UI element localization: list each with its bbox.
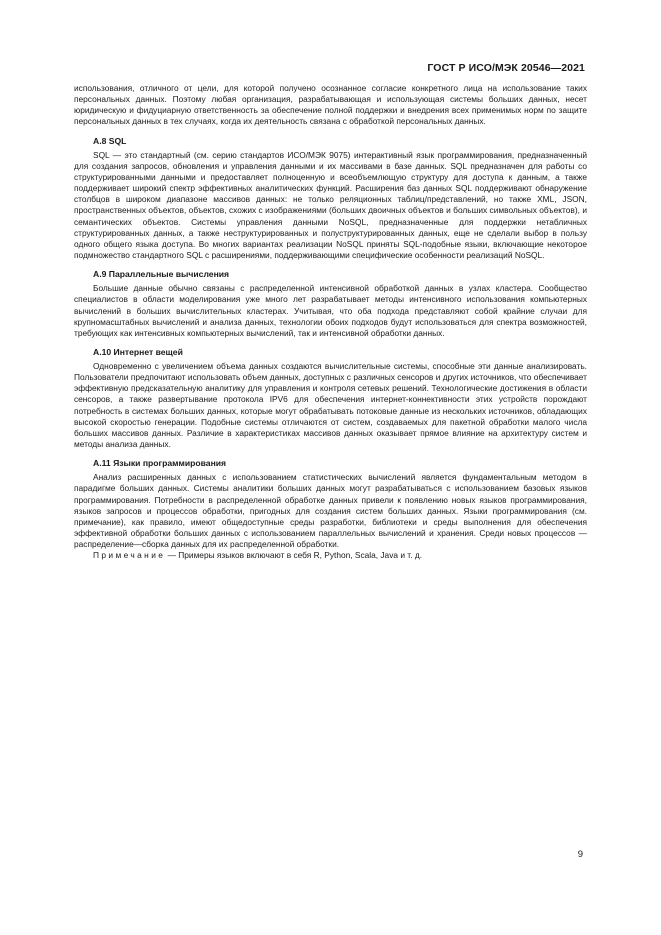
intro-paragraph: использования, отличного от цели, для которой получено осознанное согласие конкретного лица на использование таких персональных данных. Поэтому любая организация, разрабатывающая и использующая системы больших данных, несет юридическую и фидуциарную ответственность за обеспечение полной поддержки и внедрения всех применимых норм по защите персональных данных в тех случаях, когда их деятельность связана с обработкой персональных данных. xyxy=(74,83,587,127)
section-paragraph-programming-languages: Анализ расширенных данных с использованием статистических вычислений является фундаментальным методом в парадигме больших данных. Системы аналитики больших данных могут разрабатываться с использованием базовых языков программирования. Потребности в распределенной обработке данных привели к появлению новых языков программирования, языков запросов и процессов обработки, пригодных для создания систем больших данных. Языки программирования (см. примечание), как правило, имеют общедоступные среды разработки, библиотеки и среды выполнения для обеспечения эффективной обработки больших данных с использованием параллельных вычислений и хранения. Среди новых процессов — распределение—сборка данных для их распределенной обработки. xyxy=(74,472,587,550)
section-paragraph-internet-of-things: Одновременно с увеличением объема данных создаются вычислительные системы, способные эти данные анализировать. Пользователи предпочитают использовать объем данных, доступных с различных сенсоров и других источников, что обеспечивает эффективную предсказательную аналитику для управления и контроля сетевых решений. Технологические достижения в области сенсоров, а также развертывание протокола IPV6 для обеспечения интернет-коннективности этих устройств порождают потребность в системах больших данных, которые могут обрабатывать потоковые данные из нескольких источников, обладающих высокой скоростью генерации. Подобные системы отличаются от систем, создаваемых для пакетной обработки малого числа больших массивов данных. Различие в характеристиках массивов данных оказывает прямое влияние на архитектуру систем и методы анализа данных. xyxy=(74,360,587,450)
section-heading-programming-languages: А.11 Языки программирования xyxy=(93,458,227,469)
document-body xyxy=(74,83,587,561)
page-number: 9 xyxy=(577,849,583,860)
section-heading-internet-of-things: А.10 Интернет вещей xyxy=(93,346,183,357)
note-label: Примечание xyxy=(93,550,166,561)
section-paragraph-parallel-computing: Большие данные обычно связаны с распределенной интенсивной обработкой данных в узлах кластера. Сообщество специалистов в области моделирования уже много лет разрабатывает методы интенсивного использования компьютерных вычислений в больших вычислительных кластерах. Учитывая, что оба подхода представляют собой крайние случаи для крупномасштабных вычислений и анализа данных, технологии обоих подходов будут использоваться для спектра возможностей, требующих как интенсивных компьютерных вычислений, так и интенсивной обработки данных. xyxy=(74,283,587,338)
document-header: ГОСТ Р ИСО/МЭК 20546—2021 xyxy=(427,62,585,74)
section-heading-parallel-computing: А.9 Параллельные вычисления xyxy=(93,269,230,280)
section-paragraph-sql: SQL — это стандартный (см. серию стандартов ИСО/МЭК 9075) интерактивный язык программирования, предназначенный для создания запросов, обновления и управления данными и их массивами в базе данных. SQL предназначен для работы со структурированными данными и предоставляет полноценную и всеобъемлющую структуру для доступа к данным, а также поддерживает широкий спектр эффективных аналитических функций. Расширения баз данных SQL поддерживают обнаружение столбцов в широком диапазоне массивов данных: не только реляционных таблиц/представлений, но также XML, JSON, пространственных объектов, объектов, схожих с изображениями (больших двоичных объектов и больших символьных объектов), и семантических объектов. Системы управления данными NoSQL, предназначенные для поддержки нетабличных структурированных данных, а также неструктурированных и полуструктурированных данных, еще не сделали выбор в пользу одного общего языка доступа. Во многих вариантах реализации NoSQL приняты SQL-подобные языки, включающие некоторое подмножество стандартного SQL с расширениями, поддерживающими специфические особенности реализаций NoSQL. xyxy=(74,149,587,261)
note-text: — Примеры языков включают в себя R, Python, Scala, Java и т. д. xyxy=(165,550,423,561)
section-heading-sql: А.8 SQL xyxy=(93,135,127,146)
note xyxy=(74,550,587,561)
